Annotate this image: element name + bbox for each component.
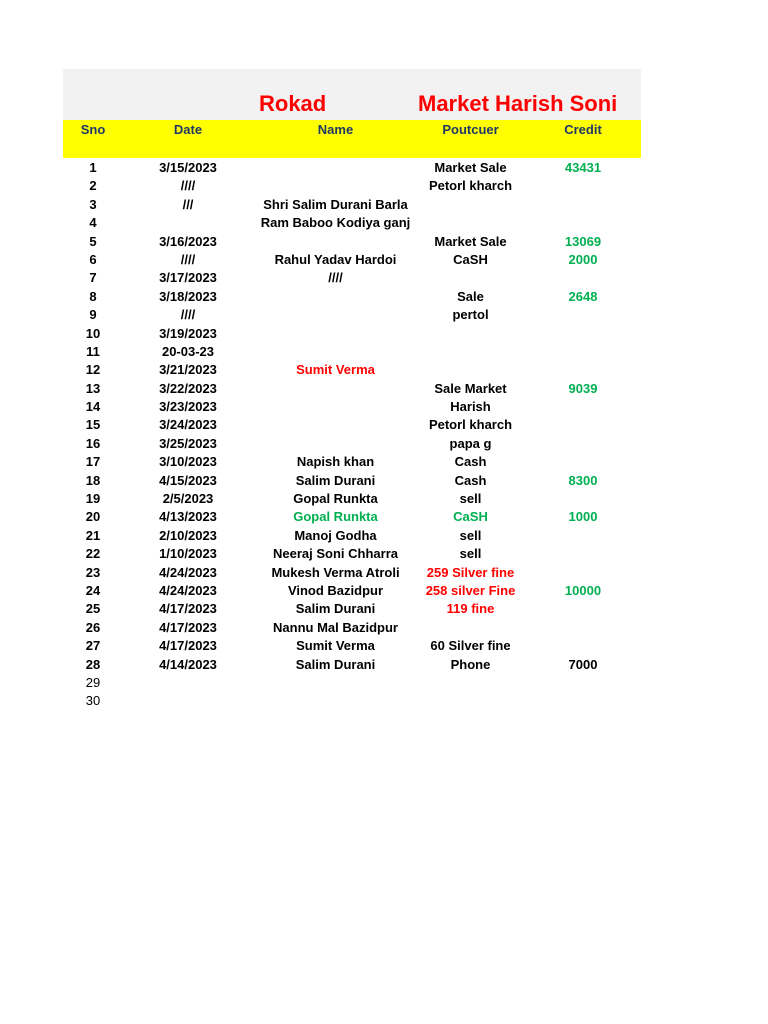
cell-date: 3/10/2023 (159, 454, 217, 470)
cell-product: Harish (450, 399, 491, 415)
cell-sno: 7 (89, 270, 97, 286)
table-row (63, 398, 641, 416)
cell-name: Salim Durani (295, 601, 376, 617)
header-sno: Sno (80, 122, 106, 137)
cell-sno: 21 (85, 527, 101, 543)
table-row (63, 269, 641, 287)
cell-product: CaSH (453, 509, 488, 525)
cell-date: 1/10/2023 (159, 546, 217, 562)
cell-date: //// (180, 307, 196, 323)
cell-name: Vinod Bazidpur (287, 582, 384, 598)
cell-product: Sale (457, 288, 484, 304)
cell-date: 3/22/2023 (159, 380, 217, 396)
table-row (63, 435, 641, 453)
table-row (63, 600, 641, 618)
cell-date: //// (180, 251, 196, 267)
table-row (63, 306, 641, 324)
cell-name: Mukesh Verma Atroli (271, 564, 400, 580)
cell-sno: 25 (85, 601, 101, 617)
table-row (63, 233, 641, 251)
cell-name: Salim Durani (295, 472, 376, 488)
cell-date: 4/15/2023 (159, 472, 217, 488)
cell-product: Cash (454, 454, 487, 470)
table-row (63, 214, 641, 232)
cell-sno: 1 (89, 160, 97, 175)
cell-product: 258 silver Fine (425, 582, 516, 598)
table-row (63, 196, 641, 214)
cell-sno: 2 (89, 178, 97, 194)
cell-credit: 2648 (568, 288, 598, 304)
cell-sno: 19 (85, 491, 101, 507)
table-row (63, 325, 641, 343)
cell-date: 3/23/2023 (159, 399, 217, 415)
cell-name: Gopal Runkta (293, 509, 378, 525)
cell-sno: 30 (85, 693, 101, 709)
cell-credit: 7000 (568, 656, 598, 672)
cell-product: Petorl kharch (428, 417, 513, 433)
cell-product: Phone (450, 656, 491, 672)
cell-sno: 29 (85, 674, 101, 690)
header-product: Poutcuer (442, 122, 499, 137)
table-row (63, 453, 641, 471)
cell-product: Cash (454, 472, 487, 488)
cell-sno: 17 (85, 454, 101, 470)
table-row (63, 656, 641, 674)
cell-credit: 8300 (568, 472, 598, 488)
cell-date: 4/24/2023 (159, 564, 217, 580)
header-row (63, 120, 641, 158)
cell-date: 2/5/2023 (162, 491, 214, 507)
cell-name: Manoj Godha (294, 527, 377, 543)
table-row (63, 159, 641, 177)
cell-date: 2/10/2023 (159, 527, 217, 543)
cell-date: 3/18/2023 (159, 288, 217, 304)
cell-product: Market Sale (434, 160, 507, 175)
cell-credit: 43431 (564, 160, 602, 175)
cell-credit: 10000 (564, 582, 602, 598)
spreadsheet (63, 69, 641, 711)
table-row (63, 343, 641, 361)
cell-sno: 22 (85, 546, 101, 562)
table-row (63, 508, 641, 526)
cell-date: 4/17/2023 (159, 638, 217, 654)
table-row (63, 564, 641, 582)
cell-name: Neeraj Soni Chharra (273, 546, 398, 562)
cell-product: papa g (449, 435, 492, 451)
header-credit: Credit (564, 122, 602, 137)
cell-sno: 13 (85, 380, 101, 396)
cell-date: 20-03-23 (161, 343, 215, 359)
cell-name: Gopal Runkta (293, 491, 378, 507)
title-market: Market Harish Soni (418, 91, 618, 116)
header-date: Date (173, 122, 203, 137)
cell-product: Market Sale (434, 233, 507, 249)
cell-sno: 14 (85, 399, 101, 415)
cell-sno: 10 (85, 325, 101, 341)
cell-product: sell (459, 491, 482, 507)
cell-date: 4/17/2023 (159, 601, 217, 617)
cell-product: Sale Market (434, 380, 507, 396)
table-row (63, 251, 641, 269)
cell-product: 259 Silver fine (426, 564, 515, 580)
table-row (63, 380, 641, 398)
cell-sno: 9 (89, 307, 97, 323)
title-rokad: Rokad (259, 91, 327, 116)
cell-name: Salim Durani (295, 656, 376, 672)
cell-name: Nannu Mal Bazidpur (273, 619, 398, 635)
cell-product: sell (459, 527, 482, 543)
cell-product: sell (459, 546, 482, 562)
table-row (63, 637, 641, 655)
cell-name: //// (328, 270, 343, 286)
cell-sno: 26 (85, 619, 101, 635)
cell-sno: 16 (85, 435, 101, 451)
cell-date: 3/24/2023 (159, 417, 217, 433)
cell-sno: 27 (85, 638, 101, 654)
table-row (63, 582, 641, 600)
table-row (63, 545, 641, 563)
cell-credit: 1000 (568, 509, 598, 525)
cell-sno: 5 (89, 233, 97, 249)
cell-name: Rahul Yadav Hardoi (274, 251, 397, 267)
header-name: Name (317, 122, 354, 137)
cell-sno: 8 (89, 288, 97, 304)
cell-name: Sumit Verma (296, 362, 375, 378)
table-body (63, 159, 641, 711)
cell-date: 4/17/2023 (159, 619, 217, 635)
cell-sno: 15 (85, 417, 101, 433)
cell-name: Sumit Verma (296, 638, 375, 654)
cell-date: 3/15/2023 (159, 160, 217, 175)
cell-date: 4/13/2023 (159, 509, 217, 525)
table-row (63, 416, 641, 434)
table-row (63, 692, 641, 710)
cell-sno: 12 (85, 362, 101, 378)
title-band (63, 69, 641, 120)
cell-date: //// (180, 178, 196, 194)
cell-sno: 4 (89, 215, 97, 231)
cell-date: 3/16/2023 (159, 233, 217, 249)
cell-date: 4/14/2023 (159, 656, 217, 672)
cell-credit: 13069 (564, 233, 602, 249)
cell-product: Petorl kharch (428, 178, 513, 194)
table-row (63, 472, 641, 490)
cell-date: /// (182, 196, 194, 212)
cell-date: 3/21/2023 (159, 362, 217, 378)
table-row (63, 177, 641, 195)
cell-name: Napish khan (296, 454, 375, 470)
cell-sno: 23 (85, 564, 101, 580)
cell-date: 3/25/2023 (159, 435, 217, 451)
cell-sno: 24 (85, 582, 101, 598)
cell-sno: 6 (89, 251, 97, 267)
table-row (63, 490, 641, 508)
cell-product: CaSH (453, 251, 488, 267)
table-row (63, 527, 641, 545)
cell-name: Ram Baboo Kodiya ganj (260, 215, 411, 231)
cell-sno: 11 (86, 343, 100, 359)
cell-sno: 18 (85, 472, 101, 488)
cell-date: 3/17/2023 (159, 270, 217, 286)
cell-product: 119 fine (446, 601, 495, 617)
cell-date: 3/19/2023 (159, 325, 217, 341)
table-row (63, 674, 641, 692)
cell-sno: 28 (85, 656, 101, 672)
cell-sno: 3 (89, 196, 97, 212)
table-row (63, 619, 641, 637)
table-row (63, 288, 641, 306)
cell-date: 4/24/2023 (159, 582, 217, 598)
cell-credit: 9039 (568, 380, 598, 396)
cell-product: pertol (452, 307, 489, 323)
cell-sno: 20 (85, 509, 101, 525)
cell-product: 60 Silver fine (430, 638, 511, 654)
cell-name: Shri Salim Durani Barla (263, 196, 408, 212)
cell-credit: 2000 (568, 251, 598, 267)
table-row (63, 361, 641, 379)
